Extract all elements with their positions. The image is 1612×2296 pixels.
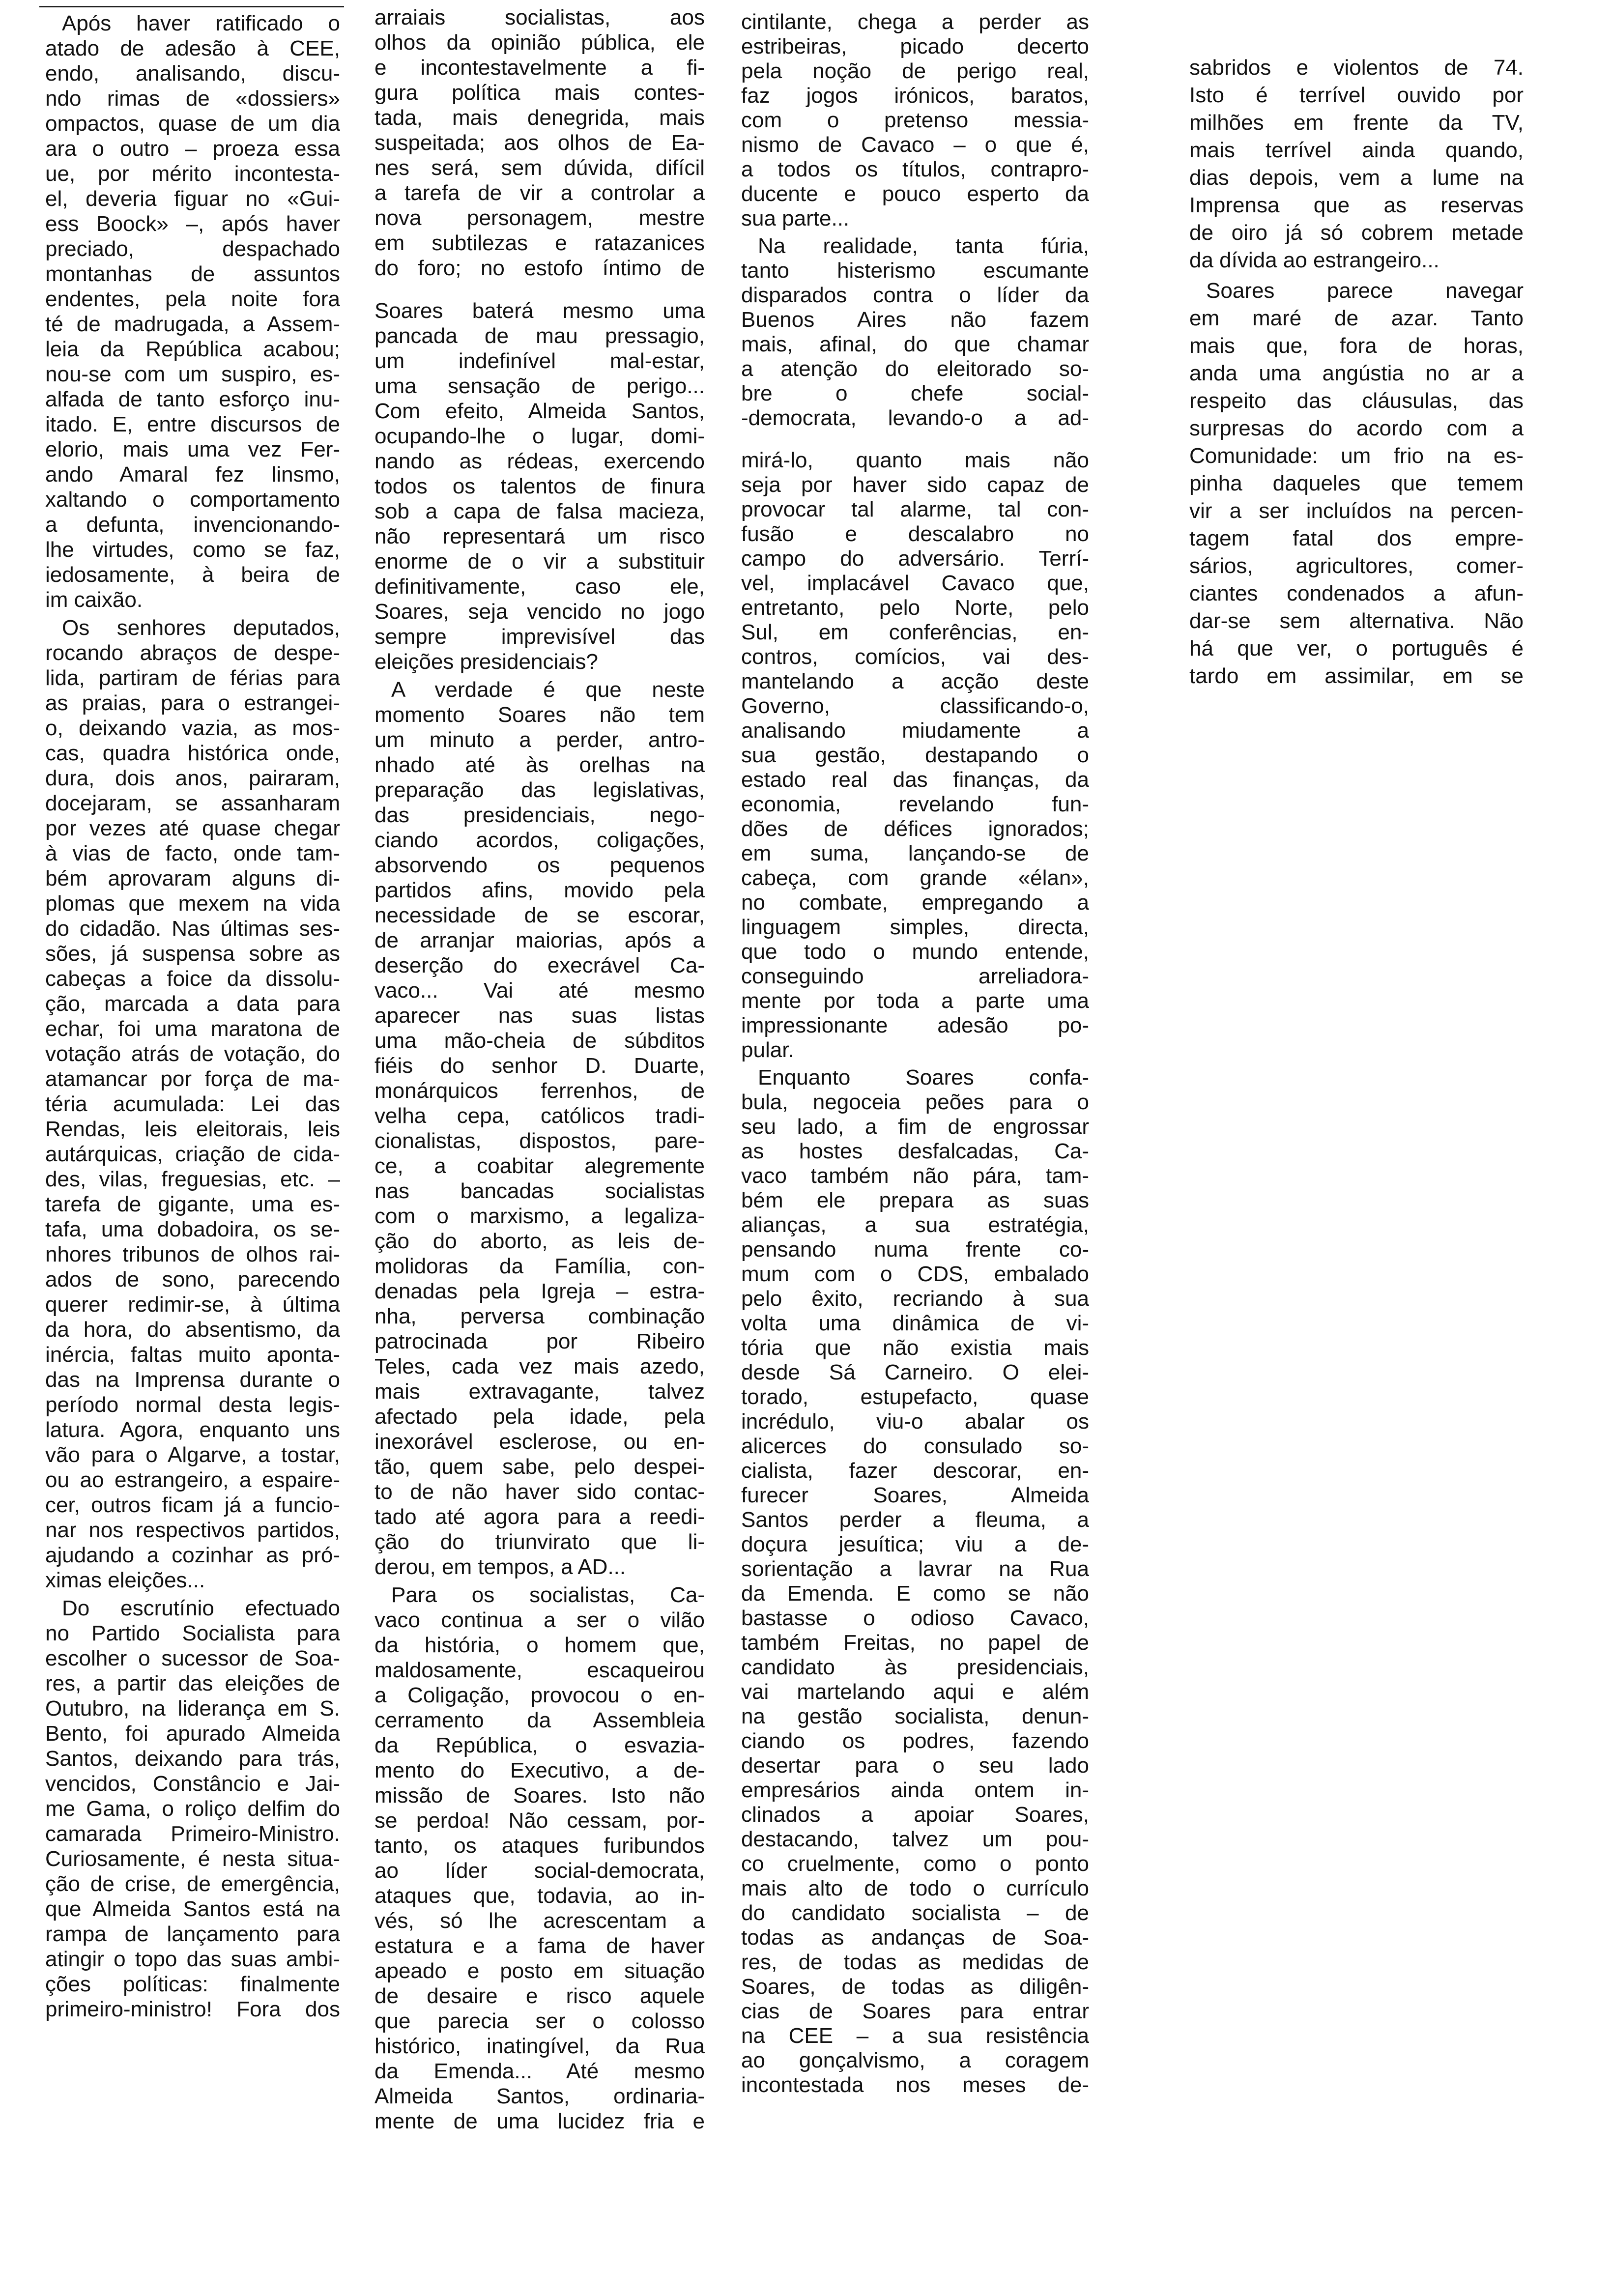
text-line: -democrata, levando-o a ad- xyxy=(741,406,1089,430)
text-line: enorme de o vir a substituir xyxy=(374,549,705,574)
text-line: sob a capa de falsa macieza, xyxy=(374,499,705,523)
text-line: bula, negoceia peões para o xyxy=(741,1090,1089,1114)
text-line: alicerces do consulado so- xyxy=(741,1434,1089,1458)
text-line: ducente e pouco esperto da xyxy=(741,182,1089,206)
text-line: eleições presidenciais? xyxy=(374,650,598,674)
text-line: fiéis do senhor D. Duarte, xyxy=(374,1054,705,1078)
text-line: afectado pela idade, pela xyxy=(374,1405,705,1429)
text-line: ajudando a cozinhar as pró- xyxy=(45,1543,340,1567)
text-line: vaco continua a ser o vilão xyxy=(374,1608,705,1632)
text-line: arraiais socialistas, aos xyxy=(374,5,705,29)
text-line: bastasse o odioso Cavaco, xyxy=(741,1606,1089,1630)
text-line: ximas eleições... xyxy=(45,1568,205,1592)
paragraph xyxy=(374,1582,705,2134)
text-line: campo do adversário. Terrí- xyxy=(741,546,1089,571)
text-line: vaco também não pára, tam- xyxy=(741,1164,1089,1188)
text-line: a defunta, invencionando- xyxy=(45,513,340,537)
text-line: lhe virtudes, como se faz, xyxy=(45,538,340,562)
text-line: desertar para o seu lado xyxy=(741,1753,1089,1778)
text-line: provocar tal alarme, tal con- xyxy=(741,497,1089,521)
text-line: dões de défices ignorados; xyxy=(741,817,1089,841)
text-line: ados de sono, parecendo xyxy=(45,1267,340,1292)
text-line: da dívida ao estrangeiro... xyxy=(1189,248,1439,272)
paragraph xyxy=(45,11,340,612)
text-line: co cruelmente, como o ponto xyxy=(741,1852,1089,1876)
text-line: deserção do execrável Ca- xyxy=(374,953,705,977)
text-line: mais terrível ainda quando, xyxy=(1189,138,1524,162)
paragraph xyxy=(1189,277,1524,690)
text-line: com o pretenso messia- xyxy=(741,108,1089,132)
text-line: uma mão-cheia de súbditos xyxy=(374,1029,705,1053)
text-line: Santos perder a fleuma, a xyxy=(741,1508,1089,1532)
text-line: endo, analisando, discu- xyxy=(45,61,340,86)
text-line: nou-se com um suspiro, es- xyxy=(45,362,340,386)
text-line: Curiosamente, é nesta situa- xyxy=(45,1847,340,1871)
text-line: de desaire e risco aquele xyxy=(374,1984,705,2008)
text-line: se perdoa! Não cessam, por- xyxy=(374,1808,705,1833)
text-line: rocando abraços de despe- xyxy=(45,641,340,665)
text-line: ess Boock» –, após haver xyxy=(45,212,340,236)
text-line: denadas pela Igreja – estra- xyxy=(374,1279,705,1303)
text-line: sários, agricultores, comer- xyxy=(1189,554,1524,578)
text-line: entretanto, pelo Norte, pelo xyxy=(741,596,1089,620)
text-line: atado de adesão à CEE, xyxy=(45,36,340,60)
text-line: as praias, para o estrangei- xyxy=(45,691,340,715)
text-line: histórico, inatingível, da Rua xyxy=(374,2034,705,2058)
text-line: téria acumulada: Lei das xyxy=(45,1092,340,1116)
text-line: tarefa de gigante, uma es- xyxy=(45,1192,340,1216)
text-line: em suma, lançando-se de xyxy=(741,841,1089,865)
text-line: xaltando o comportamento xyxy=(45,488,340,512)
text-line: pelo êxito, recriando à sua xyxy=(741,1287,1089,1311)
text-line: ou ao estrangeiro, a espaire- xyxy=(45,1468,340,1492)
text-line: echar, foi uma maratona de xyxy=(45,1017,340,1041)
text-line: des, vilas, freguesias, etc. – xyxy=(45,1167,340,1191)
text-line: pular. xyxy=(741,1038,794,1062)
text-line: vai martelando aqui e além xyxy=(741,1680,1089,1704)
text-line: bém aprovaram alguns di- xyxy=(45,866,340,890)
text-line: da hora, do absentismo, da xyxy=(45,1318,340,1342)
text-line: em subtilezas e ratazanices xyxy=(374,231,705,255)
text-line: conseguindo arreliadora- xyxy=(741,964,1089,988)
text-line: cabeça, com grande «élan», xyxy=(741,866,1089,890)
text-line: pela noção de perigo real, xyxy=(741,59,1089,83)
text-line: economia, revelando fun- xyxy=(741,792,1089,816)
text-line: ção de crise, de emergência, xyxy=(45,1872,340,1896)
text-line: im caixão. xyxy=(45,588,143,612)
text-line: tão, quem sabe, pelo despei- xyxy=(374,1455,705,1479)
text-line: tado até agora para a reedi- xyxy=(374,1505,705,1529)
text-line: sua parte... xyxy=(741,206,850,230)
paragraph xyxy=(741,10,1089,231)
text-line: contros, comícios, vai des- xyxy=(741,645,1089,669)
text-line: ciando os podres, fazendo xyxy=(741,1729,1089,1753)
paragraph xyxy=(741,448,1089,1062)
text-line: mum com o CDS, embalado xyxy=(741,1262,1089,1286)
text-line: vir a ser incluídos na percen- xyxy=(1189,499,1524,523)
text-line: no Partido Socialista para xyxy=(45,1621,340,1645)
text-line: destacando, talvez um pou- xyxy=(741,1827,1089,1851)
text-line: da Emenda... Até mesmo xyxy=(374,2059,705,2083)
text-line: um indefinível mal-estar, xyxy=(374,349,705,373)
text-line: analisando miudamente a xyxy=(741,718,1089,743)
text-line: vés, só lhe acrescentam a xyxy=(374,1909,705,1933)
article-column-3 xyxy=(741,10,1089,2100)
text-line: necessidade de se escorar, xyxy=(374,903,705,927)
text-line: a Coligação, provocou o en- xyxy=(374,1683,705,1707)
text-line: iedosamente, à beira de xyxy=(45,563,340,587)
text-line: fusão e descalabro no xyxy=(741,522,1089,546)
text-line: cerramento da Assembleia xyxy=(374,1708,705,1732)
text-line: estatura e a fama de haver xyxy=(374,1934,705,1958)
text-line: mais que, fora de horas, xyxy=(1189,334,1524,358)
text-line: Buenos Aires não fazem xyxy=(741,308,1089,332)
paragraph xyxy=(374,5,705,281)
text-line: na CEE – a sua resistência xyxy=(741,2024,1089,2048)
text-line: e incontestavelmente a fi- xyxy=(374,56,705,80)
text-line: nismo de Cavaco – o que é, xyxy=(741,133,1089,157)
text-line: também Freitas, no papel de xyxy=(741,1631,1089,1655)
text-line: sões, já suspensa sobre as xyxy=(45,942,340,966)
text-line: Com efeito, Almeida Santos, xyxy=(374,399,705,423)
text-line: cintilante, chega a perder as xyxy=(741,10,1089,34)
text-line: pancada de mau pressagio, xyxy=(374,324,705,348)
text-line: preciado, despachado xyxy=(45,237,340,261)
text-line: período normal desta legis- xyxy=(45,1393,340,1417)
text-line: partidos afins, movido pela xyxy=(374,878,705,902)
text-line: disparados contra o líder da xyxy=(741,283,1089,307)
text-line: incrédulo, viu-o abalar os xyxy=(741,1409,1089,1434)
text-line: Governo, classificando-o, xyxy=(741,694,1089,718)
text-line: à vias de facto, onde tam- xyxy=(45,841,340,865)
text-line: no combate, empregando a xyxy=(741,890,1089,915)
text-line: cialista, fazer descorar, en- xyxy=(741,1459,1089,1483)
text-line: sua gestão, destapando o xyxy=(741,743,1089,767)
text-line: Os senhores deputados, xyxy=(62,616,340,640)
text-line: Bento, foi apurado Almeida xyxy=(45,1722,340,1746)
text-line: ao líder social-democrata, xyxy=(374,1859,705,1883)
text-line: montanhas de assuntos xyxy=(45,262,340,286)
text-line: momento Soares não tem xyxy=(374,703,705,727)
text-line: tanto, os ataques furibundos xyxy=(374,1834,705,1858)
text-line: votação atrás de votação, do xyxy=(45,1042,340,1066)
paragraph xyxy=(45,615,340,1593)
paragraph xyxy=(45,1596,340,2022)
text-line: vão para o Algarve, a tostar, xyxy=(45,1443,340,1467)
article-column-2 xyxy=(374,5,705,2137)
text-line: há que ver, o português é xyxy=(1189,636,1524,660)
text-line: endentes, pela noite fora xyxy=(45,287,340,311)
text-line: ocupando-lhe o lugar, domi- xyxy=(374,424,705,448)
text-line: vel, implacável Cavaco que, xyxy=(741,571,1089,595)
text-line: Soares, de todas as diligên- xyxy=(741,1975,1089,1999)
text-line: todos os talentos de finura xyxy=(374,474,705,498)
text-line: candidato às presidenciais, xyxy=(741,1655,1089,1679)
text-line: mantelando a acção deste xyxy=(741,669,1089,693)
text-line: nando as rédeas, exercendo xyxy=(374,449,705,473)
text-line: tagem fatal dos empre- xyxy=(1189,526,1524,550)
text-line: elorio, mais uma vez Fer- xyxy=(45,437,340,461)
text-line: dar-se sem alternativa. Não xyxy=(1189,609,1524,633)
text-line: ue, por mérito incontesta- xyxy=(45,162,340,186)
text-line: anda uma angústia no ar a xyxy=(1189,361,1524,385)
text-line: missão de Soares. Isto não xyxy=(374,1783,705,1808)
text-line: querer redimir-se, à última xyxy=(45,1292,340,1317)
text-line: escolher o sucessor de Soa- xyxy=(45,1646,340,1670)
text-line: ara o outro – proeza essa xyxy=(45,137,340,161)
text-line: me Gama, o roliço delfim do xyxy=(45,1797,340,1821)
text-line: tanto histerismo escumante xyxy=(741,258,1089,283)
text-line: Na realidade, tanta fúria, xyxy=(758,234,1089,258)
text-line: ção do triunvirato que li- xyxy=(374,1530,705,1554)
text-line: atingir o topo das suas ambi- xyxy=(45,1947,340,1971)
text-line: nhado até às orelhas na xyxy=(374,753,705,777)
text-line: lida, partiram de férias para xyxy=(45,666,340,690)
text-line: em maré de azar. Tanto xyxy=(1189,306,1524,330)
text-line: de oiro já só cobrem metade xyxy=(1189,221,1524,245)
text-line: Santos, deixando para trás, xyxy=(45,1747,340,1771)
text-line: mais alto de todo o currículo xyxy=(741,1876,1089,1900)
text-line: tória que não existia mais xyxy=(741,1336,1089,1360)
text-line: pinha daqueles que temem xyxy=(1189,471,1524,495)
text-line: Para os socialistas, Ca- xyxy=(391,1583,705,1607)
text-line: to de não haver sido contac- xyxy=(374,1480,705,1504)
text-line: tafa, uma dobadoira, os se- xyxy=(45,1217,340,1241)
text-line: apeado e posto em situação xyxy=(374,1959,705,1983)
text-line: ando Amaral fez linsmo, xyxy=(45,462,340,487)
paragraph xyxy=(1189,54,1524,274)
text-line: com o marxismo, a legaliza- xyxy=(374,1204,705,1228)
text-line: mirá-lo, quanto mais não xyxy=(741,448,1089,472)
text-line: as hostes desfalcadas, Ca- xyxy=(741,1139,1089,1163)
text-line: doçura jesuítica; viu a de- xyxy=(741,1532,1089,1556)
text-line: cer, outros ficam já a funcio- xyxy=(45,1493,340,1517)
text-line: absorvendo os pequenos xyxy=(374,853,705,877)
text-line: Após haver ratificado o xyxy=(62,11,340,35)
text-line: mais, afinal, do que chamar xyxy=(741,332,1089,356)
text-line: mente por toda a parte uma xyxy=(741,989,1089,1013)
text-line: suspeitada; aos olhos de Ea- xyxy=(374,131,705,155)
text-line: ção, marcada a data para xyxy=(45,992,340,1016)
text-line: dura, dois anos, pairaram, xyxy=(45,766,340,790)
text-line: té de madrugada, a Assem- xyxy=(45,312,340,336)
text-line: res, de todas as medidas de xyxy=(741,1950,1089,1974)
text-line: desde Sá Carneiro. O elei- xyxy=(741,1360,1089,1384)
text-line: seu lado, a fim de engrossar xyxy=(741,1115,1089,1139)
text-line: molidoras da Família, con- xyxy=(374,1254,705,1278)
text-line: inexorável esclerose, ou en- xyxy=(374,1430,705,1454)
text-line: de arranjar maiorias, após a xyxy=(374,928,705,952)
text-line: rampa de lançamento para xyxy=(45,1922,340,1946)
paragraph xyxy=(374,677,705,1579)
paragraph xyxy=(374,298,705,674)
text-line: das presidenciais, nego- xyxy=(374,803,705,827)
text-line: cias de Soares para entrar xyxy=(741,1999,1089,2023)
text-line: ce, a coabitar alegremente xyxy=(374,1154,705,1178)
text-line: Almeida Santos, ordinaria- xyxy=(374,2084,705,2108)
text-line: vaco... Vai até mesmo xyxy=(374,978,705,1003)
text-line: ompactos, quase de um dia xyxy=(45,112,340,136)
text-line: impressionante adesão po- xyxy=(741,1013,1089,1037)
text-line: que todo o mundo entende, xyxy=(741,940,1089,964)
text-line: Imprensa que as reservas xyxy=(1189,193,1524,217)
text-line: milhões em frente da TV, xyxy=(1189,111,1524,135)
text-line: ciando acordos, coligações, xyxy=(374,828,705,852)
text-line: cabeças a foice da dissolu- xyxy=(45,967,340,991)
text-line: cionalistas, dispostos, pare- xyxy=(374,1129,705,1153)
text-line: tada, mais denegrida, mais xyxy=(374,106,705,130)
text-line: plomas que mexem na vida xyxy=(45,891,340,916)
text-line: olhos da opinião pública, ele xyxy=(374,30,705,55)
text-line: tardo em assimilar, em se xyxy=(1189,664,1524,688)
text-line: do foro; no estofo íntimo de xyxy=(374,256,705,280)
text-line: Enquanto Soares confa- xyxy=(758,1065,1089,1090)
text-line: ao gonçalvismo, a coragem xyxy=(741,2048,1089,2072)
text-line: volta uma dinâmica de vi- xyxy=(741,1311,1089,1335)
paragraph xyxy=(741,234,1089,430)
text-line: sorientação a lavrar na Rua xyxy=(741,1557,1089,1581)
text-line: do cidadão. Nas últimas ses- xyxy=(45,917,340,941)
text-line: um minuto a perder, antro- xyxy=(374,728,705,752)
text-line: Rendas, leis eleitorais, leis xyxy=(45,1117,340,1141)
text-line: ciantes condenados a afun- xyxy=(1189,581,1524,605)
text-line: o, deixando vazia, as mos- xyxy=(45,716,340,740)
text-line: Comunidade: um frio na es- xyxy=(1189,444,1524,468)
top-rule xyxy=(39,6,344,7)
text-line: ções políticas: finalmente xyxy=(45,1972,340,1996)
text-line: Soares parece navegar xyxy=(1206,279,1524,303)
text-line: nha, perversa combinação xyxy=(374,1304,705,1328)
text-line: Isto é terrível ouvido por xyxy=(1189,83,1524,107)
text-line: estado real das finanças, da xyxy=(741,768,1089,792)
text-line: itado. E, entre discursos de xyxy=(45,412,340,436)
text-line: leia da República acabou; xyxy=(45,337,340,361)
text-line: A verdade é que neste xyxy=(391,678,705,702)
text-line: preparação das legislativas, xyxy=(374,778,705,802)
text-line: ndo rimas de «dossiers» xyxy=(45,86,340,111)
text-line: inércia, faltas muito aponta- xyxy=(45,1343,340,1367)
text-line: nas bancadas socialistas xyxy=(374,1179,705,1203)
text-line: patrocinada por Ribeiro xyxy=(374,1329,705,1353)
text-line: furecer Soares, Almeida xyxy=(741,1483,1089,1507)
text-line: ataques que, todavia, ao in- xyxy=(374,1884,705,1908)
text-line: sabridos e violentos de 74. xyxy=(1189,56,1524,80)
text-line: a atenção do eleitorado so- xyxy=(741,357,1089,381)
text-line: respeito das cláusulas, das xyxy=(1189,389,1524,413)
text-line: definitivamente, caso ele, xyxy=(374,574,705,599)
text-line: mais extravagante, talvez xyxy=(374,1379,705,1404)
text-line: mento do Executivo, a de- xyxy=(374,1758,705,1782)
text-line: não representará um risco xyxy=(374,524,705,548)
text-line: ção do aborto, as leis de- xyxy=(374,1229,705,1253)
text-line: cas, quadra histórica onde, xyxy=(45,741,340,765)
text-line: do candidato socialista – de xyxy=(741,1901,1089,1925)
text-line: sempre imprevisível das xyxy=(374,625,705,649)
text-line: todas as andanças de Soa- xyxy=(741,1925,1089,1950)
text-line: da história, o homem que, xyxy=(374,1633,705,1657)
text-line: docejaram, se assanharam xyxy=(45,791,340,815)
text-line: estribeiras, picado decerto xyxy=(741,34,1089,58)
text-line: Soares baterá mesmo uma xyxy=(374,299,705,323)
text-line: camarada Primeiro-Ministro. xyxy=(45,1822,340,1846)
article-column-1 xyxy=(45,11,340,2025)
text-line: nhores tribunos de olhos rai- xyxy=(45,1242,340,1266)
text-line: atamancar por força de ma- xyxy=(45,1067,340,1091)
text-line: seja por haver sido capaz de xyxy=(741,473,1089,497)
text-line: monárquicos ferrenhos, de xyxy=(374,1079,705,1103)
text-line: a todos os títulos, contrapro- xyxy=(741,157,1089,181)
text-line: Soares, seja vencido no jogo xyxy=(374,600,705,624)
article-column-4 xyxy=(1189,54,1524,693)
text-line: maldosamente, escaqueirou xyxy=(374,1658,705,1682)
text-line: que parecia ser o colosso xyxy=(374,2009,705,2033)
text-line: nar nos respectivos partidos, xyxy=(45,1518,340,1542)
text-line: bém ele prepara as suas xyxy=(741,1188,1089,1212)
text-line: derou, em tempos, a AD... xyxy=(374,1555,626,1579)
text-line: mente de uma lucidez fria e xyxy=(374,2109,705,2133)
paragraph xyxy=(741,1065,1089,2097)
text-line: Outubro, na liderança em S. xyxy=(45,1696,340,1721)
text-line: Do escrutínio efectuado xyxy=(62,1596,340,1620)
text-line: res, a partir das eleições de xyxy=(45,1671,340,1695)
text-line: da Emenda. E como se não xyxy=(741,1581,1089,1606)
text-line: das na Imprensa durante o xyxy=(45,1368,340,1392)
text-line: na gestão socialista, denun- xyxy=(741,1704,1089,1728)
text-line: da República, o esvazia- xyxy=(374,1733,705,1757)
text-line: nova personagem, mestre xyxy=(374,206,705,230)
text-line: aparecer nas suas listas xyxy=(374,1004,705,1028)
text-line: Sul, em conferências, en- xyxy=(741,620,1089,644)
text-line: velha cepa, católicos tradi- xyxy=(374,1104,705,1128)
text-line: empresários ainda ontem in- xyxy=(741,1778,1089,1802)
text-line: alianças, a sua estratégia, xyxy=(741,1213,1089,1237)
text-line: Teles, cada vez mais azedo, xyxy=(374,1354,705,1378)
text-line: autárquicas, criação de cida- xyxy=(45,1142,340,1166)
text-line: primeiro-ministro! Fora dos xyxy=(45,1997,340,2021)
text-line: torado, estupefacto, quase xyxy=(741,1385,1089,1409)
text-line: incontestada nos meses de- xyxy=(741,2073,1089,2097)
text-line: que Almeida Santos está na xyxy=(45,1897,340,1921)
text-line: bre o chefe social- xyxy=(741,381,1089,405)
text-line: linguagem simples, directa, xyxy=(741,915,1089,939)
text-line: dias depois, vem a lume na xyxy=(1189,166,1524,190)
text-line: por vezes até quase chegar xyxy=(45,816,340,840)
text-line: surpresas do acordo com a xyxy=(1189,416,1524,440)
text-line: el, deveria figuar no «Gui- xyxy=(45,187,340,211)
text-line: gura política mais contes- xyxy=(374,81,705,105)
text-line: faz jogos irónicos, baratos, xyxy=(741,84,1089,108)
text-line: clinados a apoiar Soares, xyxy=(741,1803,1089,1827)
text-line: pensando numa frente co- xyxy=(741,1237,1089,1262)
text-line: alfada de tanto esforço inu- xyxy=(45,387,340,411)
text-line: a tarefa de vir a controlar a xyxy=(374,181,705,205)
text-line: vencidos, Constâncio e Jai- xyxy=(45,1772,340,1796)
text-line: latura. Agora, enquanto uns xyxy=(45,1418,340,1442)
text-line: nes será, sem dúvida, difícil xyxy=(374,156,705,180)
text-line: uma sensação de perigo... xyxy=(374,374,705,398)
